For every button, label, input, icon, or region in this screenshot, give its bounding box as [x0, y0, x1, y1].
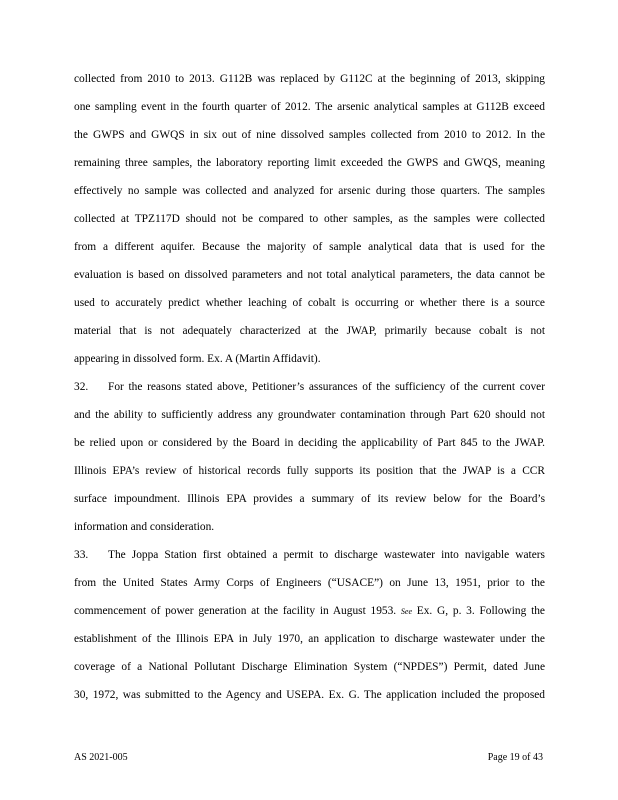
paragraph-32-first-line	[74, 380, 545, 394]
body-text: Ex. G, p. 3. Following the	[416, 605, 545, 617]
body-line: information and consideration.	[74, 521, 215, 533]
body-line: used to accurately predict whether leaching of cobalt is occurring or whether there is a source	[74, 297, 545, 309]
body-line: from the United States Army Corps of Engineers (“USACE”) on June 13, 1951, prior to the	[74, 577, 545, 589]
body-line: coverage of a National Pollutant Discharge Elimination System (“NPDES”) Permit, dated June	[74, 661, 545, 673]
body-line: from a different aquifer. Because the majority of sample analytical data that is used for the	[74, 241, 545, 253]
paragraph-33-first-line	[74, 548, 545, 562]
body-line: establishment of the Illinois EPA in July 1970, an application to discharge wastewater under the	[74, 633, 545, 645]
body-line: remaining three samples, the laboratory reporting limit exceeded the GWPS and GWQS, meaning	[74, 157, 545, 169]
see-signal: See	[400, 607, 413, 616]
paragraph-text: The Joppa Station first obtained a permit to discharge wastewater into navigable waters	[108, 549, 545, 561]
paragraph-text: For the reasons stated above, Petitioner’s assurances of the sufficiency of the current cover	[108, 381, 545, 393]
body-line: be relied upon or considered by the Board in deciding the applicability of Part 845 to the JWAP.	[74, 437, 545, 449]
body-line: one sampling event in the fourth quarter of 2012. The arsenic analytical samples at G112B exceed	[74, 101, 545, 113]
paragraph-number: 33.	[74, 549, 89, 561]
body-line: effectively no sample was collected and analyzed for arsenic during those quarters. The samples	[74, 185, 545, 197]
body-line-with-citation	[74, 604, 545, 619]
body-line: appearing in dissolved form. Ex. A (Martin Affidavit).	[74, 353, 321, 365]
body-line: material that is not adequately characterized at the JWAP, primarily because cobalt is not	[74, 325, 545, 337]
body-line: Illinois EPA’s review of historical records fully supports its position that the JWAP is a CCR	[74, 465, 545, 477]
body-line: the GWPS and GWQS in six out of nine dissolved samples collected from 2010 to 2012. In the	[74, 129, 545, 141]
body-line: surface impoundment. Illinois EPA provides a summary of its review below for the Board’s	[74, 493, 545, 505]
body-line: 30, 1972, was submitted to the Agency and USEPA. Ex. G. The application included the proposed	[74, 689, 545, 701]
body-line: collected from 2010 to 2013. G112B was replaced by G112C at the beginning of 2013, skipping	[74, 73, 545, 85]
body-text: commencement of power generation at the facility in August 1953.	[74, 605, 397, 617]
footer-case-number: AS 2021-005	[74, 752, 128, 763]
body-line: evaluation is based on dissolved parameters and not total analytical parameters, the data cannot be	[74, 269, 545, 281]
paragraph-number: 32.	[74, 381, 89, 393]
footer-page-number: Page 19 of 43	[487, 752, 543, 763]
body-line: collected at TPZ117D should not be compared to other samples, as the samples were collected	[74, 213, 545, 225]
body-line: and the ability to sufficiently address any groundwater contamination through Part 620 should not	[74, 409, 545, 421]
